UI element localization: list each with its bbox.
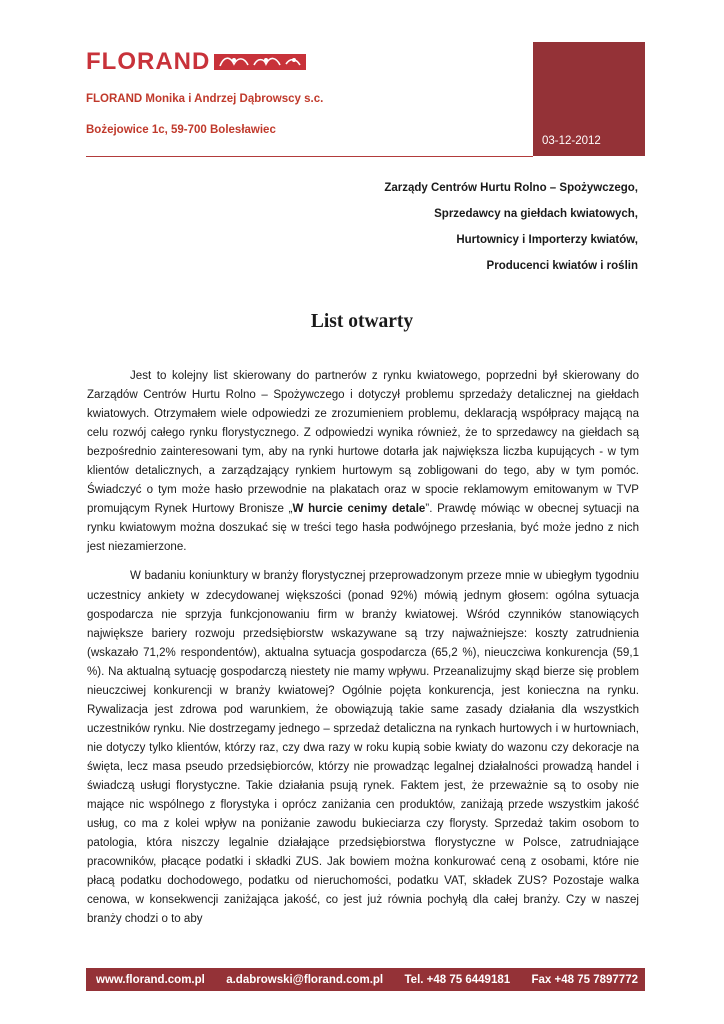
logo-wordmark: FLORAND	[86, 48, 211, 75]
slogan-text: W hurcie cenimy detale	[292, 503, 426, 516]
header-divider	[86, 156, 533, 157]
body-paragraph: W badaniu koniunktury w branży florystycznej przeprowadzonym przeze mnie w ubiegłym tygodniu uczestnicy ankiety w zdecydowanej większości (ponad 92%) mówią jednym głosem: ogólna sytuacja gospodarcza nie sprzyja funkcjonowaniu firm w branży kwiatowej. Wśród czynników stanowiących największe bariery rozwoju przedsiębiorstw wskazywane są trzy najważniejsze: koszty zatrudnienia (wskazało 71,2% respondentów), aktualna sytuacja gospodarcza (65,2 %), nieuczciwa konkurencja (59,1 %). Na aktualną sytuację gospodarczą niestety nie mamy wpływu. Przeanalizujmy skąd bierze się problem nieuczciwej konkurencji w branży kwiatowej? Ogólnie pojęta konkurencja, jest konieczna na rynku. Rywalizacja jest zdrowa pod warunkiem, że obowiązują takie same zasady działania dla wszystkich uczestników rynku. Nie dostrzegamy jednego – sprzedaż detaliczna na rynkach hurtowych i w hurtowniach, nie dotyczy tylko klientów, którzy raz, czy dwa razy w roku kupią sobie kwiaty do wazonu czy dekoracje na święta, lecz masa pseudo przedsiębiorców, którzy nie prowadząc legalnej działalności prowadzą handel i świadczą usługi florystyczne. Takie działania psują rynek. Faktem jest, że przeważnie są to osoby nie mające nic wspólnego z florystyka i oprócz zaniżania cen produktów, zaniżają przede wszystkim jakość usług, co ma z kolei wpływ na poniżanie zawodu bukieciarza czy florysty. Sprzedaż takim osobom to patologia, która niszczy legalnie działające przedsiębiorstwa florystyczne w Polsce, zatrudniające pracowników, płacące podatki i składki ZUS. Jak bowiem można konkurować ceną z osobami, które nie płacą podatku dochodowego, podatku od nieruchomości, podatku VAT, składek ZUS? Pozostaje walka cenowa, w konsekwencji zaniżająca jakość, co jest już równia pochyłą dla całej branży. Czy w naszej branży chodzi o to aby	[87, 570, 639, 926]
recipient-line: Sprzedawcy na giełdach kwiatowych,	[434, 208, 638, 220]
footer-fax: Fax +48 75 7897772	[531, 973, 638, 986]
body-paragraph: Jest to kolejny list skierowany do partnerów z rynku kwiatowego, poprzedni był skierowany do Zarządów Centrów Hurtu Rolno – Spożywczego i dotyczył problemu sprzedaży detalicznej na giełdach kwiatowych. Otrzymałem wiele odpowiedzi ze zrozumieniem problemu, deklaracją współpracy mającą na celu rozwój całego rynku florystycznego. Z odpowiedzi wynika również, że to sprzedawcy na giełdach są bezpośrednio zainteresowani tym, aby na rynki hurtowe dotarła jak największa liczba kupujących - w tym klientów detalicznych, a zarządzający rynkiem hurtowym są zobligowani do tego, aby w tym pomóc. Świadczyć o tym może hasło przewodnie na plakatach oraz w spocie reklamowym emitowanym w TVP promującym Rynek Hurtowy Bronisze „W hurcie cenimy detale”. Prawdę mówiąc w obecnej sytuacji na rynku kwiatowym można doszukać się w treści tego hasła podwójnego przesłania, być może jedno z nich jest niezamierzone.	[87, 370, 640, 554]
footer-bar	[86, 968, 645, 991]
company-name: FLORAND Monika i Andrzej Dąbrowscy s.c.	[86, 93, 324, 105]
recipient-line: Zarządy Centrów Hurtu Rolno – Spożywczego,	[384, 182, 638, 194]
florand-logo	[86, 48, 306, 76]
footer-website-link[interactable]: www.florand.com.pl	[96, 973, 205, 986]
flower-ornament-icon	[214, 51, 306, 73]
letter-date: 03-12-2012	[542, 135, 601, 147]
company-address: Bożejowice 1c, 59-700 Bolesławiec	[86, 124, 276, 136]
footer-email-link[interactable]: a.dabrowski@florand.com.pl	[226, 973, 384, 986]
footer-phone: Tel. +48 75 6449181	[404, 973, 511, 986]
letter-title: List otwarty	[310, 311, 414, 332]
recipient-line: Hurtownicy i Importerzy kwiatów,	[456, 234, 638, 246]
recipient-line: Producenci kwiatów i roślin	[486, 260, 638, 272]
recipients-block	[384, 175, 638, 279]
letter-body	[87, 367, 639, 939]
